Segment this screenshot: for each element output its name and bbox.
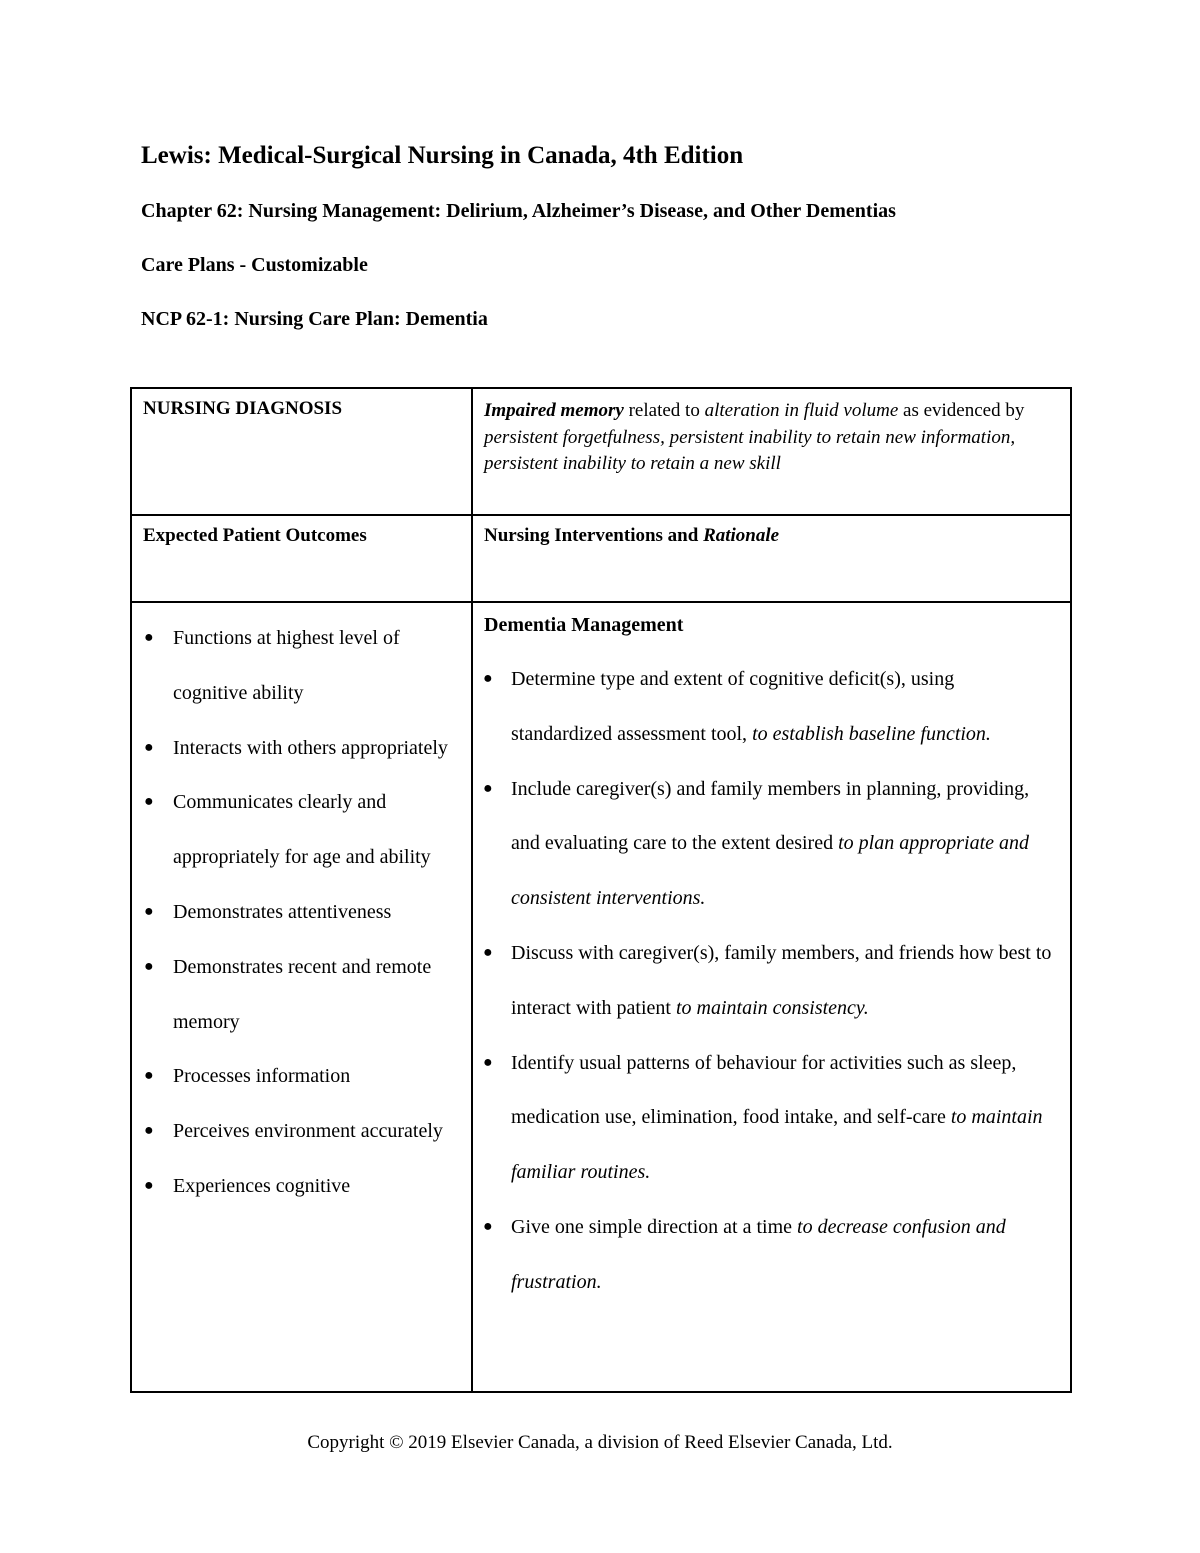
- outcome-text: Perceives environment accurately: [173, 1120, 443, 1143]
- diagnosis-text-cell: [472, 388, 1071, 515]
- intervention-rationale: to decrease confusion and frustration.: [511, 1215, 1006, 1293]
- bullet-icon: ●: [144, 1067, 154, 1085]
- chapter-title: Chapter 62: Nursing Management: Delirium, Alzheimer’s Disease, and Other Dementias: [141, 200, 896, 222]
- bullet-icon: ●: [483, 943, 493, 961]
- outcomes-header: Expected Patient Outcomes: [143, 525, 367, 546]
- diagnosis-etiology: alteration in fluid volume: [704, 400, 899, 421]
- bullet-icon: ●: [144, 902, 154, 920]
- bullet-icon: ●: [144, 1176, 154, 1194]
- diagnosis-label: NURSING DIAGNOSIS: [143, 398, 343, 419]
- outcome-item: [132, 1159, 461, 1214]
- intervention-rationale: to establish baseline function.: [752, 722, 991, 745]
- bullet-icon: ●: [144, 738, 154, 756]
- outcome-text: Demonstrates recent and remote memory: [173, 955, 432, 1033]
- intervention-rationale: to maintain consistency.: [675, 996, 869, 1019]
- diagnosis-evidence: persistent forgetfulness, persistent inability to retain new information, persistent inability to retain a new skill: [484, 426, 1016, 474]
- outcome-item: [132, 611, 461, 721]
- outcome-item: [132, 1104, 461, 1159]
- outcome-text: Functions at highest level of cognitive ability: [173, 627, 400, 704]
- outcome-item: [132, 775, 461, 885]
- interventions-cell: [472, 602, 1071, 1392]
- outcome-item: [132, 885, 461, 940]
- diagnosis-connector-related: related to: [623, 400, 705, 421]
- intervention-text: Identify usual patterns of behaviour for activities such as sleep, medication use, elimination, food intake, and self-care: [511, 1051, 1017, 1129]
- interventions-header-rationale: Rationale: [703, 525, 780, 546]
- intervention-item: [473, 652, 1058, 762]
- outcomes-header-cell: [131, 515, 472, 602]
- outcome-item: [132, 940, 461, 1050]
- diagnosis-label-cell: [131, 388, 472, 515]
- bullet-icon: ●: [483, 1053, 493, 1071]
- bullet-icon: ●: [144, 957, 154, 975]
- intervention-text: Discuss with caregiver(s), family members, and friends how best to interact with patient: [511, 941, 1052, 1019]
- outcome-text: Communicates clearly and appropriately for age and ability: [173, 791, 431, 869]
- outcome-text: Interacts with others appropriately: [173, 736, 448, 759]
- interventions-header-cell: [472, 515, 1071, 602]
- outcomes-cell: [131, 602, 472, 1392]
- interventions-header: [473, 516, 1070, 547]
- interventions-list: [473, 652, 1070, 1310]
- intervention-item: [473, 1200, 1058, 1310]
- outcomes-list: [132, 603, 471, 1214]
- diagnosis-problem: Impaired memory: [484, 400, 624, 421]
- bullet-icon: ●: [483, 779, 493, 797]
- copyright-footer: Copyright © 2019 Elsevier Canada, a division of Reed Elsevier Canada, Ltd.: [307, 1432, 893, 1453]
- column-header-row: [131, 515, 1071, 602]
- bullet-icon: ●: [483, 670, 493, 687]
- care-plan-table: [130, 387, 1072, 1393]
- section-title: Care Plans - Customizable: [141, 254, 368, 276]
- bullet-icon: ●: [483, 1217, 493, 1235]
- care-plan-title: NCP 62-1: Nursing Care Plan: Dementia: [141, 308, 488, 330]
- intervention-item: [473, 762, 1058, 926]
- interventions-header-label: Nursing Interventions and: [484, 525, 704, 546]
- intervention-rationale: to plan appropriate and consistent interventions.: [511, 832, 1030, 910]
- intervention-text: Include caregiver(s) and family members in planning, providing, and evaluating care to the extent desired: [511, 777, 1030, 855]
- diagnosis-row: [131, 388, 1071, 515]
- outcome-text: Experiences cognitive: [173, 1174, 351, 1197]
- intervention-item: [473, 1036, 1058, 1200]
- outcome-text: Processes information: [173, 1065, 351, 1088]
- bullet-icon: ●: [144, 629, 154, 646]
- diagnosis-statement: [473, 389, 1070, 478]
- intervention-rationale: to maintain familiar routines.: [511, 1106, 1043, 1184]
- intervention-text: Determine type and extent of cognitive deficit(s), using standardized assessment tool,: [511, 668, 955, 745]
- outcome-text: Demonstrates attentiveness: [173, 900, 392, 923]
- bullet-icon: ●: [144, 1122, 154, 1140]
- diagnosis-connector-evidenced: as evidenced by: [898, 400, 1025, 421]
- outcome-item: [132, 721, 461, 776]
- document-title: Lewis: Medical-Surgical Nursing in Canada, 4th Edition: [141, 142, 744, 169]
- dementia-management-title: Dementia Management: [484, 614, 684, 636]
- content-row: [131, 602, 1071, 1392]
- intervention-item: [473, 926, 1058, 1036]
- bullet-icon: ●: [144, 793, 154, 811]
- outcome-item: [132, 1049, 461, 1104]
- intervention-text: Give one simple direction at a time: [511, 1215, 798, 1238]
